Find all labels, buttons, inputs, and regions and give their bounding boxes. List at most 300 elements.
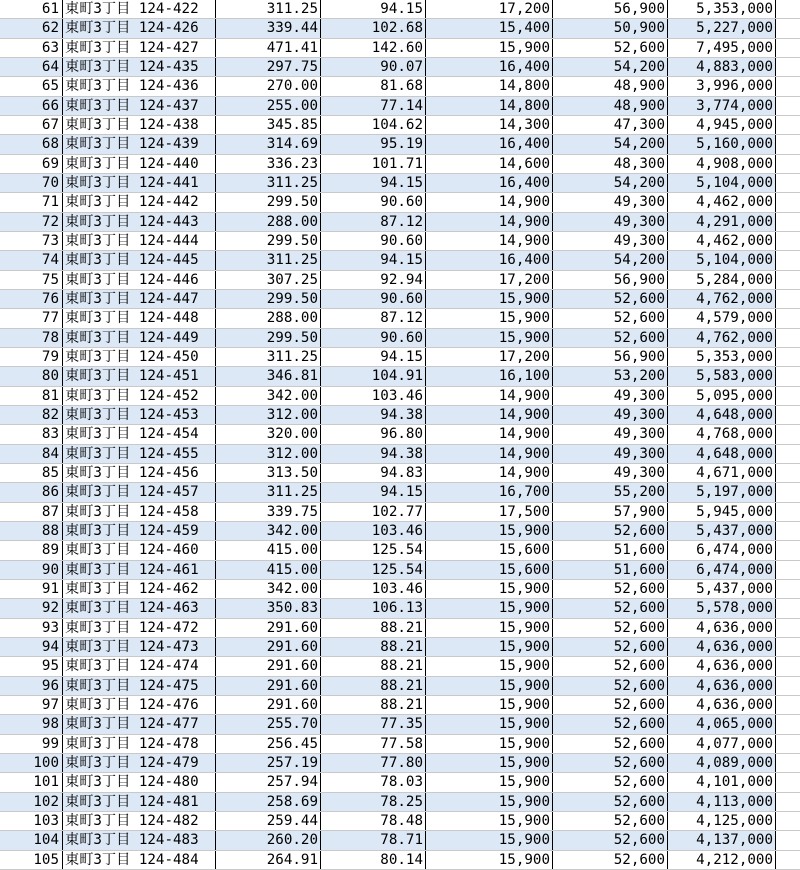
tsubo-cell: 96.80 bbox=[321, 425, 426, 443]
row-number: 82 bbox=[0, 406, 63, 424]
total-price-cell: 6,474,000 bbox=[668, 541, 776, 559]
area-cell: 342.00 bbox=[216, 387, 321, 405]
area-cell: 291.60 bbox=[216, 638, 321, 656]
area-cell: 313.50 bbox=[216, 464, 321, 482]
total-price-cell: 4,462,000 bbox=[668, 232, 776, 250]
row-number: 73 bbox=[0, 232, 63, 250]
empty-cell bbox=[776, 290, 800, 308]
table-row bbox=[0, 696, 800, 715]
tsubo-cell: 92.94 bbox=[321, 271, 426, 289]
location-cell: 東町3丁目 124-451 bbox=[63, 367, 216, 385]
table-row bbox=[0, 715, 800, 734]
tsubo-cell: 77.58 bbox=[321, 735, 426, 753]
price-per-sqm-cell: 15,600 bbox=[426, 561, 553, 579]
empty-cell bbox=[776, 193, 800, 211]
tsubo-cell: 94.38 bbox=[321, 445, 426, 463]
area-cell: 342.00 bbox=[216, 522, 321, 540]
tsubo-cell: 77.80 bbox=[321, 754, 426, 772]
area-cell: 255.70 bbox=[216, 715, 321, 733]
price-per-tsubo-cell: 49,300 bbox=[553, 387, 668, 405]
price-per-tsubo-cell: 50,900 bbox=[553, 19, 668, 37]
row-number: 98 bbox=[0, 715, 63, 733]
price-per-tsubo-cell: 48,300 bbox=[553, 155, 668, 173]
table-row bbox=[0, 657, 800, 676]
location-cell: 東町3丁目 124-458 bbox=[63, 503, 216, 521]
price-per-sqm-cell: 14,900 bbox=[426, 425, 553, 443]
row-number: 104 bbox=[0, 831, 63, 849]
empty-cell bbox=[776, 19, 800, 37]
price-per-sqm-cell: 14,900 bbox=[426, 445, 553, 463]
empty-cell bbox=[776, 367, 800, 385]
table-row bbox=[0, 135, 800, 154]
price-per-sqm-cell: 15,900 bbox=[426, 677, 553, 695]
table-row bbox=[0, 367, 800, 386]
table-row bbox=[0, 19, 800, 38]
tsubo-cell: 88.21 bbox=[321, 638, 426, 656]
row-number: 93 bbox=[0, 619, 63, 637]
total-price-cell: 4,768,000 bbox=[668, 425, 776, 443]
table-row bbox=[0, 290, 800, 309]
location-cell: 東町3丁目 124-455 bbox=[63, 445, 216, 463]
total-price-cell: 5,437,000 bbox=[668, 522, 776, 540]
tsubo-cell: 104.91 bbox=[321, 367, 426, 385]
location-cell: 東町3丁目 124-454 bbox=[63, 425, 216, 443]
total-price-cell: 3,996,000 bbox=[668, 77, 776, 95]
tsubo-cell: 94.15 bbox=[321, 483, 426, 501]
price-per-sqm-cell: 15,900 bbox=[426, 329, 553, 347]
total-price-cell: 4,579,000 bbox=[668, 309, 776, 327]
tsubo-cell: 142.60 bbox=[321, 39, 426, 57]
tsubo-cell: 88.21 bbox=[321, 657, 426, 675]
price-per-tsubo-cell: 52,600 bbox=[553, 851, 668, 869]
total-price-cell: 5,104,000 bbox=[668, 174, 776, 192]
price-per-sqm-cell: 15,900 bbox=[426, 657, 553, 675]
price-per-tsubo-cell: 54,200 bbox=[553, 174, 668, 192]
empty-cell bbox=[776, 232, 800, 250]
empty-cell bbox=[776, 271, 800, 289]
total-price-cell: 5,437,000 bbox=[668, 580, 776, 598]
price-per-sqm-cell: 17,200 bbox=[426, 0, 553, 18]
empty-cell bbox=[776, 445, 800, 463]
total-price-cell: 4,648,000 bbox=[668, 445, 776, 463]
price-per-tsubo-cell: 54,200 bbox=[553, 135, 668, 153]
table-row bbox=[0, 0, 800, 19]
tsubo-cell: 94.15 bbox=[321, 348, 426, 366]
location-cell: 東町3丁目 124-473 bbox=[63, 638, 216, 656]
empty-cell bbox=[776, 851, 800, 869]
tsubo-cell: 103.46 bbox=[321, 387, 426, 405]
price-per-sqm-cell: 15,900 bbox=[426, 309, 553, 327]
empty-cell bbox=[776, 522, 800, 540]
area-cell: 471.41 bbox=[216, 39, 321, 57]
row-number: 64 bbox=[0, 58, 63, 76]
area-cell: 291.60 bbox=[216, 657, 321, 675]
table-row bbox=[0, 638, 800, 657]
total-price-cell: 4,636,000 bbox=[668, 619, 776, 637]
price-per-tsubo-cell: 56,900 bbox=[553, 348, 668, 366]
row-number: 102 bbox=[0, 793, 63, 811]
location-cell: 東町3丁目 124-474 bbox=[63, 657, 216, 675]
price-per-tsubo-cell: 51,600 bbox=[553, 561, 668, 579]
price-per-tsubo-cell: 52,600 bbox=[553, 580, 668, 598]
tsubo-cell: 87.12 bbox=[321, 213, 426, 231]
empty-cell bbox=[776, 503, 800, 521]
location-cell: 東町3丁目 124-442 bbox=[63, 193, 216, 211]
price-per-tsubo-cell: 57,900 bbox=[553, 503, 668, 521]
location-cell: 東町3丁目 124-438 bbox=[63, 116, 216, 134]
price-per-sqm-cell: 14,900 bbox=[426, 232, 553, 250]
price-per-tsubo-cell: 52,600 bbox=[553, 773, 668, 791]
empty-cell bbox=[776, 251, 800, 269]
table-row bbox=[0, 793, 800, 812]
total-price-cell: 4,671,000 bbox=[668, 464, 776, 482]
area-cell: 339.75 bbox=[216, 503, 321, 521]
total-price-cell: 4,462,000 bbox=[668, 193, 776, 211]
price-per-sqm-cell: 15,900 bbox=[426, 851, 553, 869]
area-cell: 264.91 bbox=[216, 851, 321, 869]
location-cell: 東町3丁目 124-447 bbox=[63, 290, 216, 308]
row-number: 66 bbox=[0, 97, 63, 115]
area-cell: 288.00 bbox=[216, 309, 321, 327]
row-number: 75 bbox=[0, 271, 63, 289]
area-cell: 270.00 bbox=[216, 77, 321, 95]
table-row bbox=[0, 677, 800, 696]
price-per-sqm-cell: 14,900 bbox=[426, 193, 553, 211]
total-price-cell: 4,077,000 bbox=[668, 735, 776, 753]
price-per-tsubo-cell: 49,300 bbox=[553, 464, 668, 482]
empty-cell bbox=[776, 561, 800, 579]
row-number: 62 bbox=[0, 19, 63, 37]
table-row bbox=[0, 619, 800, 638]
location-cell: 東町3丁目 124-441 bbox=[63, 174, 216, 192]
row-number: 88 bbox=[0, 522, 63, 540]
price-per-sqm-cell: 16,400 bbox=[426, 135, 553, 153]
price-per-sqm-cell: 14,900 bbox=[426, 387, 553, 405]
tsubo-cell: 88.21 bbox=[321, 696, 426, 714]
total-price-cell: 4,762,000 bbox=[668, 329, 776, 347]
price-per-sqm-cell: 15,400 bbox=[426, 19, 553, 37]
empty-cell bbox=[776, 97, 800, 115]
price-per-sqm-cell: 16,400 bbox=[426, 174, 553, 192]
total-price-cell: 5,583,000 bbox=[668, 367, 776, 385]
price-per-tsubo-cell: 52,600 bbox=[553, 793, 668, 811]
tsubo-cell: 125.54 bbox=[321, 541, 426, 559]
total-price-cell: 5,284,000 bbox=[668, 271, 776, 289]
area-cell: 299.50 bbox=[216, 232, 321, 250]
area-cell: 311.25 bbox=[216, 251, 321, 269]
row-number: 78 bbox=[0, 329, 63, 347]
tsubo-cell: 90.60 bbox=[321, 329, 426, 347]
row-number: 67 bbox=[0, 116, 63, 134]
total-price-cell: 4,636,000 bbox=[668, 638, 776, 656]
area-cell: 299.50 bbox=[216, 329, 321, 347]
tsubo-cell: 88.21 bbox=[321, 619, 426, 637]
area-cell: 311.25 bbox=[216, 0, 321, 18]
price-per-sqm-cell: 16,100 bbox=[426, 367, 553, 385]
total-price-cell: 4,762,000 bbox=[668, 290, 776, 308]
location-cell: 東町3丁目 124-450 bbox=[63, 348, 216, 366]
location-cell: 東町3丁目 124-481 bbox=[63, 793, 216, 811]
table-row bbox=[0, 464, 800, 483]
tsubo-cell: 80.14 bbox=[321, 851, 426, 869]
tsubo-cell: 94.83 bbox=[321, 464, 426, 482]
price-per-tsubo-cell: 49,300 bbox=[553, 445, 668, 463]
empty-cell bbox=[776, 599, 800, 617]
area-cell: 415.00 bbox=[216, 561, 321, 579]
empty-cell bbox=[776, 406, 800, 424]
total-price-cell: 6,474,000 bbox=[668, 561, 776, 579]
location-cell: 東町3丁目 124-475 bbox=[63, 677, 216, 695]
total-price-cell: 4,137,000 bbox=[668, 831, 776, 849]
area-cell: 297.75 bbox=[216, 58, 321, 76]
total-price-cell: 5,104,000 bbox=[668, 251, 776, 269]
price-per-tsubo-cell: 49,300 bbox=[553, 213, 668, 231]
row-number: 77 bbox=[0, 309, 63, 327]
price-per-tsubo-cell: 47,300 bbox=[553, 116, 668, 134]
area-cell: 291.60 bbox=[216, 677, 321, 695]
price-per-sqm-cell: 15,900 bbox=[426, 773, 553, 791]
tsubo-cell: 78.71 bbox=[321, 831, 426, 849]
tsubo-cell: 125.54 bbox=[321, 561, 426, 579]
location-cell: 東町3丁目 124-444 bbox=[63, 232, 216, 250]
tsubo-cell: 78.25 bbox=[321, 793, 426, 811]
price-per-tsubo-cell: 52,600 bbox=[553, 735, 668, 753]
price-per-sqm-cell: 17,500 bbox=[426, 503, 553, 521]
price-per-sqm-cell: 14,300 bbox=[426, 116, 553, 134]
table-row bbox=[0, 251, 800, 270]
location-cell: 東町3丁目 124-476 bbox=[63, 696, 216, 714]
area-cell: 312.00 bbox=[216, 406, 321, 424]
row-number: 97 bbox=[0, 696, 63, 714]
table-row bbox=[0, 232, 800, 251]
empty-cell bbox=[776, 58, 800, 76]
location-cell: 東町3丁目 124-426 bbox=[63, 19, 216, 37]
total-price-cell: 4,883,000 bbox=[668, 58, 776, 76]
area-cell: 350.83 bbox=[216, 599, 321, 617]
price-per-tsubo-cell: 54,200 bbox=[553, 251, 668, 269]
empty-cell bbox=[776, 483, 800, 501]
table-row bbox=[0, 599, 800, 618]
row-number: 92 bbox=[0, 599, 63, 617]
row-number: 95 bbox=[0, 657, 63, 675]
table-row bbox=[0, 580, 800, 599]
row-number: 63 bbox=[0, 39, 63, 57]
row-number: 101 bbox=[0, 773, 63, 791]
price-per-sqm-cell: 15,900 bbox=[426, 290, 553, 308]
price-per-tsubo-cell: 52,600 bbox=[553, 309, 668, 327]
location-cell: 東町3丁目 124-484 bbox=[63, 851, 216, 869]
empty-cell bbox=[776, 135, 800, 153]
location-cell: 東町3丁目 124-472 bbox=[63, 619, 216, 637]
tsubo-cell: 103.46 bbox=[321, 580, 426, 598]
tsubo-cell: 94.38 bbox=[321, 406, 426, 424]
row-number: 99 bbox=[0, 735, 63, 753]
price-per-sqm-cell: 14,800 bbox=[426, 97, 553, 115]
area-cell: 311.25 bbox=[216, 348, 321, 366]
price-per-sqm-cell: 16,400 bbox=[426, 58, 553, 76]
price-per-sqm-cell: 15,900 bbox=[426, 638, 553, 656]
total-price-cell: 5,353,000 bbox=[668, 0, 776, 18]
empty-cell bbox=[776, 425, 800, 443]
location-cell: 東町3丁目 124-479 bbox=[63, 754, 216, 772]
table-row bbox=[0, 851, 800, 870]
price-per-sqm-cell: 15,900 bbox=[426, 735, 553, 753]
area-cell: 259.44 bbox=[216, 812, 321, 830]
table-row bbox=[0, 329, 800, 348]
area-cell: 312.00 bbox=[216, 445, 321, 463]
price-per-tsubo-cell: 52,600 bbox=[553, 638, 668, 656]
total-price-cell: 3,774,000 bbox=[668, 97, 776, 115]
area-cell: 342.00 bbox=[216, 580, 321, 598]
table-row bbox=[0, 406, 800, 425]
total-price-cell: 4,636,000 bbox=[668, 657, 776, 675]
row-number: 80 bbox=[0, 367, 63, 385]
price-per-tsubo-cell: 48,900 bbox=[553, 97, 668, 115]
empty-cell bbox=[776, 464, 800, 482]
price-per-sqm-cell: 15,900 bbox=[426, 812, 553, 830]
location-cell: 東町3丁目 124-457 bbox=[63, 483, 216, 501]
tsubo-cell: 78.03 bbox=[321, 773, 426, 791]
tsubo-cell: 102.77 bbox=[321, 503, 426, 521]
table-row bbox=[0, 831, 800, 850]
location-cell: 東町3丁目 124-462 bbox=[63, 580, 216, 598]
tsubo-cell: 77.14 bbox=[321, 97, 426, 115]
area-cell: 415.00 bbox=[216, 541, 321, 559]
row-number: 79 bbox=[0, 348, 63, 366]
location-cell: 東町3丁目 124-435 bbox=[63, 58, 216, 76]
price-per-tsubo-cell: 48,900 bbox=[553, 77, 668, 95]
area-cell: 260.20 bbox=[216, 831, 321, 849]
price-per-tsubo-cell: 52,600 bbox=[553, 831, 668, 849]
empty-cell bbox=[776, 773, 800, 791]
price-per-sqm-cell: 15,900 bbox=[426, 522, 553, 540]
price-per-sqm-cell: 14,900 bbox=[426, 464, 553, 482]
row-number: 89 bbox=[0, 541, 63, 559]
price-per-tsubo-cell: 52,600 bbox=[553, 599, 668, 617]
location-cell: 東町3丁目 124-439 bbox=[63, 135, 216, 153]
total-price-cell: 4,089,000 bbox=[668, 754, 776, 772]
area-cell: 311.25 bbox=[216, 174, 321, 192]
area-cell: 299.50 bbox=[216, 290, 321, 308]
area-cell: 291.60 bbox=[216, 619, 321, 637]
area-cell: 307.25 bbox=[216, 271, 321, 289]
tsubo-cell: 88.21 bbox=[321, 677, 426, 695]
empty-cell bbox=[776, 696, 800, 714]
row-number: 85 bbox=[0, 464, 63, 482]
location-cell: 東町3丁目 124-443 bbox=[63, 213, 216, 231]
total-price-cell: 4,908,000 bbox=[668, 155, 776, 173]
price-per-tsubo-cell: 52,600 bbox=[553, 522, 668, 540]
price-per-sqm-cell: 17,200 bbox=[426, 348, 553, 366]
area-cell: 311.25 bbox=[216, 483, 321, 501]
table-row bbox=[0, 445, 800, 464]
total-price-cell: 4,945,000 bbox=[668, 116, 776, 134]
total-price-cell: 7,495,000 bbox=[668, 39, 776, 57]
row-number: 84 bbox=[0, 445, 63, 463]
price-per-sqm-cell: 14,800 bbox=[426, 77, 553, 95]
tsubo-cell: 90.07 bbox=[321, 58, 426, 76]
empty-cell bbox=[776, 155, 800, 173]
empty-cell bbox=[776, 39, 800, 57]
row-number: 76 bbox=[0, 290, 63, 308]
location-cell: 東町3丁目 124-449 bbox=[63, 329, 216, 347]
location-cell: 東町3丁目 124-461 bbox=[63, 561, 216, 579]
area-cell: 339.44 bbox=[216, 19, 321, 37]
empty-cell bbox=[776, 831, 800, 849]
empty-cell bbox=[776, 793, 800, 811]
total-price-cell: 4,291,000 bbox=[668, 213, 776, 231]
tsubo-cell: 77.35 bbox=[321, 715, 426, 733]
price-per-tsubo-cell: 52,600 bbox=[553, 677, 668, 695]
row-number: 83 bbox=[0, 425, 63, 443]
price-per-tsubo-cell: 55,200 bbox=[553, 483, 668, 501]
price-per-sqm-cell: 14,900 bbox=[426, 213, 553, 231]
area-cell: 345.85 bbox=[216, 116, 321, 134]
area-cell: 299.50 bbox=[216, 193, 321, 211]
price-per-tsubo-cell: 52,600 bbox=[553, 812, 668, 830]
empty-cell bbox=[776, 812, 800, 830]
price-per-sqm-cell: 14,600 bbox=[426, 155, 553, 173]
empty-cell bbox=[776, 754, 800, 772]
total-price-cell: 5,578,000 bbox=[668, 599, 776, 617]
tsubo-cell: 81.68 bbox=[321, 77, 426, 95]
total-price-cell: 5,160,000 bbox=[668, 135, 776, 153]
location-cell: 東町3丁目 124-437 bbox=[63, 97, 216, 115]
location-cell: 東町3丁目 124-477 bbox=[63, 715, 216, 733]
table-row bbox=[0, 39, 800, 58]
row-number: 70 bbox=[0, 174, 63, 192]
tsubo-cell: 102.68 bbox=[321, 19, 426, 37]
total-price-cell: 4,212,000 bbox=[668, 851, 776, 869]
tsubo-cell: 78.48 bbox=[321, 812, 426, 830]
price-per-tsubo-cell: 52,600 bbox=[553, 754, 668, 772]
row-number: 74 bbox=[0, 251, 63, 269]
price-per-tsubo-cell: 52,600 bbox=[553, 39, 668, 57]
empty-cell bbox=[776, 0, 800, 18]
row-number: 65 bbox=[0, 77, 63, 95]
price-per-tsubo-cell: 49,300 bbox=[553, 425, 668, 443]
price-per-sqm-cell: 15,900 bbox=[426, 599, 553, 617]
location-cell: 東町3丁目 124-427 bbox=[63, 39, 216, 57]
area-cell: 346.81 bbox=[216, 367, 321, 385]
price-per-tsubo-cell: 49,300 bbox=[553, 406, 668, 424]
total-price-cell: 5,197,000 bbox=[668, 483, 776, 501]
price-per-tsubo-cell: 51,600 bbox=[553, 541, 668, 559]
tsubo-cell: 104.62 bbox=[321, 116, 426, 134]
empty-cell bbox=[776, 174, 800, 192]
area-cell: 291.60 bbox=[216, 696, 321, 714]
tsubo-cell: 106.13 bbox=[321, 599, 426, 617]
total-price-cell: 4,125,000 bbox=[668, 812, 776, 830]
tsubo-cell: 94.15 bbox=[321, 174, 426, 192]
row-number: 81 bbox=[0, 387, 63, 405]
empty-cell bbox=[776, 735, 800, 753]
table-row bbox=[0, 754, 800, 773]
tsubo-cell: 87.12 bbox=[321, 309, 426, 327]
row-number: 103 bbox=[0, 812, 63, 830]
table-row bbox=[0, 271, 800, 290]
location-cell: 東町3丁目 124-463 bbox=[63, 599, 216, 617]
table-row bbox=[0, 77, 800, 96]
tsubo-cell: 94.15 bbox=[321, 251, 426, 269]
total-price-cell: 4,648,000 bbox=[668, 406, 776, 424]
row-number: 61 bbox=[0, 0, 63, 18]
table-row bbox=[0, 541, 800, 560]
empty-cell bbox=[776, 541, 800, 559]
area-cell: 255.00 bbox=[216, 97, 321, 115]
tsubo-cell: 90.60 bbox=[321, 232, 426, 250]
price-per-tsubo-cell: 52,600 bbox=[553, 290, 668, 308]
